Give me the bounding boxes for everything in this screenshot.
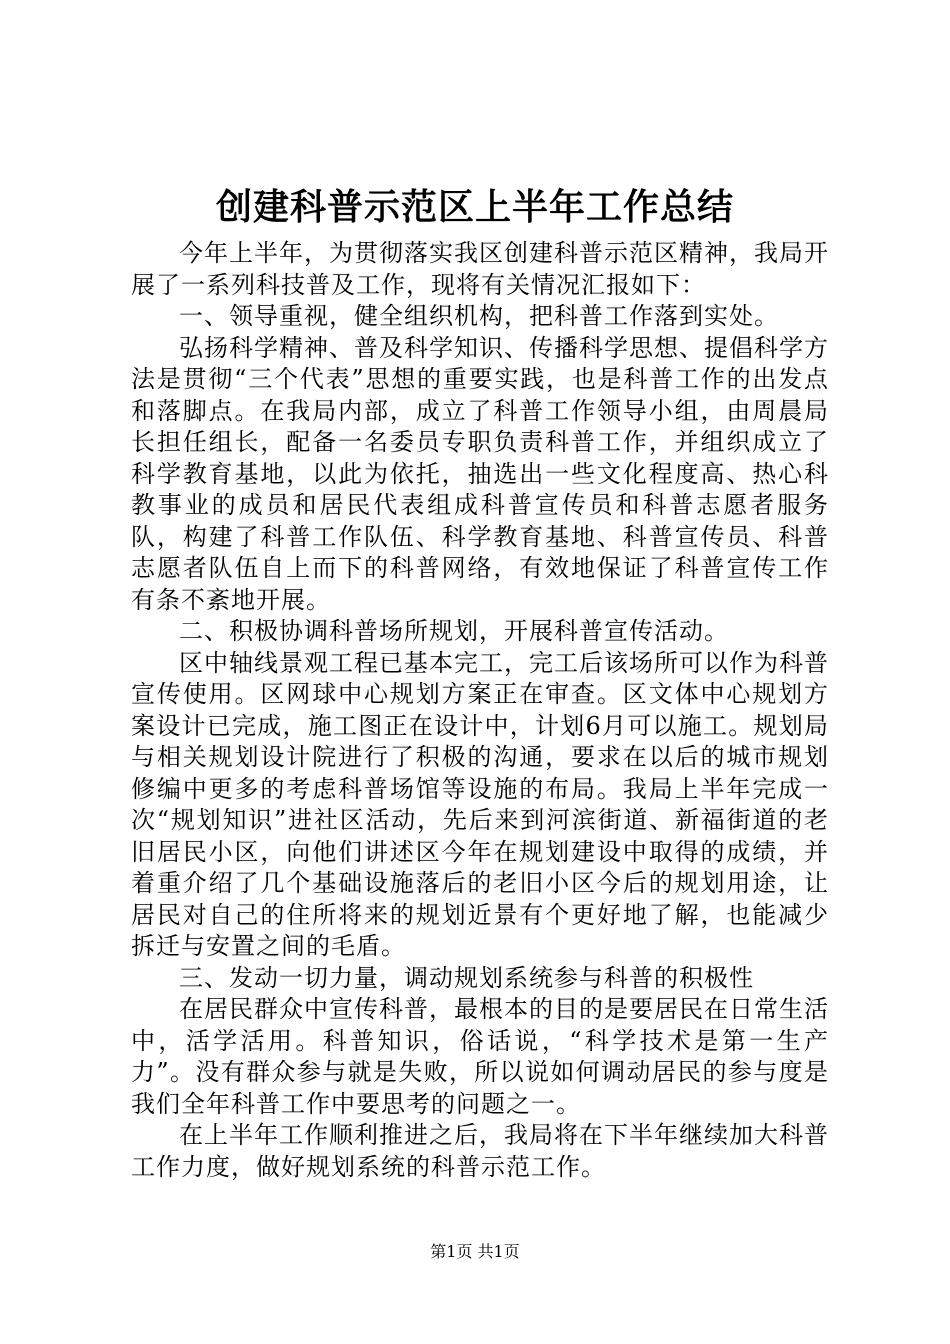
paragraph-section-2: 区中轴线景观工程已基本完工，完工后该场所可以作为科普宣传使用。区网球中心规划方案正在审查。区文体中心规划方案设计已完成，施工图正在设计中，计划6月可以施工。规划局与相关规划设计院进行了积极的沟通，要求在以后的城市规划修编中更多的考虑科普场馆等设施的布局。我局上半年完成一次“规划知识”进社区活动，先后来到河滨街道、新福街道的老旧居民小区，向他们讲述区今年在规划建设中取得的成绩，并着重介绍了几个基础设施落后的老旧小区今后的规划用途，让居民对自己的住所将来的规划近景有个更好地了解，也能减少拆迁与安置之间的毛盾。 [131, 648, 829, 960]
document-title: 创建科普示范区上半年工作总结 [215, 186, 734, 228]
section-heading-1: 一、领导重视，健全组织机构，把科普工作落到实处。 [179, 302, 779, 330]
paragraph-intro: 今年上半年，为贯彻落实我区创建科普示范区精神，我局开展了一系列科技普及工作，现将有关情况汇报如下： [131, 239, 829, 299]
document-body [131, 238, 829, 1183]
paragraph-section-3: 在居民群众中宣传科普，最根本的目的是要居民在日常生活中，活学活用。科普知识，俗话说，“科学技术是第一生产力”。没有群众参与就是失败，所以说如何调动居民的参与度是我们全年科普工作中要思考的问题之一。 [131, 995, 829, 1118]
section-heading-3: 三、发动一切力量，调动规划系统参与科普的积极性 [179, 963, 754, 992]
paragraph-section-1: 弘扬科学精神、普及科学知识、传播科学思想、提倡科学方法是贯彻“三个代表”思想的重要实践，也是科普工作的出发点和落脚点。在我局内部，成立了科普工作领导小组，由周晨局长担任组长，配备一名委员专职负责科普工作，并组织成立了科学教育基地，以此为依托，抽选出一些文化程度高、热心科教事业的成员和居民代表组成科普宣传员和科普志愿者服务队，构建了科普工作队伍、科学教育基地、科普宣传员、科普志愿者队伍自上而下的科普网络，有效地保证了科普宣传工作有条不紊地开展。 [131, 333, 829, 614]
paragraph-closing: 在上半年工作顺利推进之后，我局将在下半年继续加大科普工作力度，做好规划系统的科普示范工作。 [131, 1121, 829, 1181]
page-footer: 第1页 共1页 [430, 1242, 520, 1261]
section-heading-2: 二、积极协调科普场所规划，开展科普宣传活动。 [179, 617, 729, 645]
